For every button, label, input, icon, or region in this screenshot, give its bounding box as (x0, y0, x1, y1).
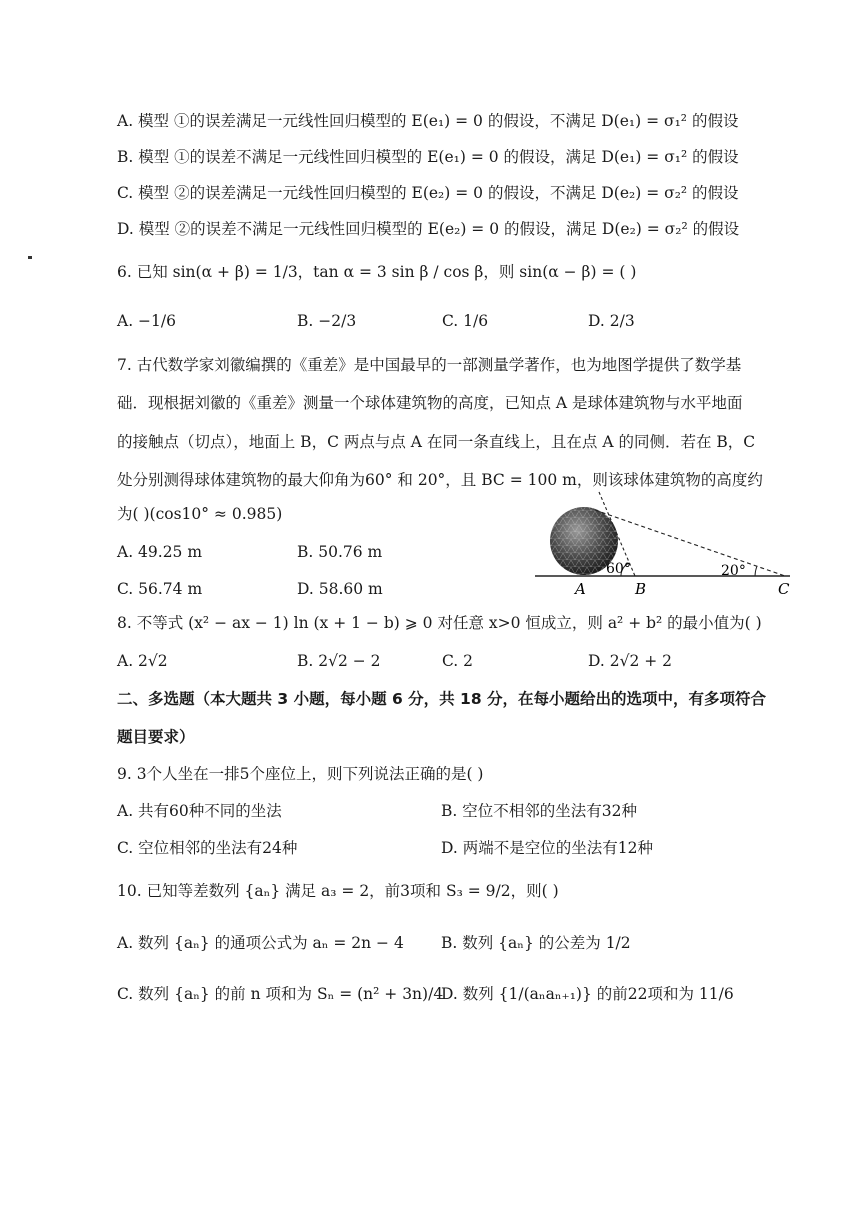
q9-option-c: C. 空位相邻的坐法有24种 (117, 839, 298, 857)
q8-option-a: A. 2√2 (117, 652, 168, 670)
label-b: B (635, 580, 647, 598)
q7-stem-line-4: 处分别测得球体建筑物的最大仰角为60° 和 20°，且 BC = 100 m，则该球体建筑物的高度约 (117, 471, 763, 489)
q9-option-d: D. 两端不是空位的坐法有12种 (441, 839, 653, 857)
q7-option-a: A. 49.25 m (117, 543, 203, 561)
q7-option-c: C. 56.74 m (117, 580, 203, 598)
q6-option-c: C. 1/6 (442, 312, 489, 330)
q8-stem: 8. 不等式 (x² − ax − 1) ln (x + 1 − b) ⩾ 0 对任意 x>0 恒成立，则 a² + b² 的最小值为( ) (117, 614, 762, 632)
q5-option-d: D. 模型 ②的误差不满足一元线性回归模型的 E(e₂) = 0 的假设，满足 D(e₂) = σ₂² 的假设 (117, 220, 740, 238)
section-2-heading: 二、多选题（本大题共 3 小题，每小题 6 分，共 18 分，在每小题给出的选项中，有多项符合 (117, 690, 767, 708)
q10-option-d: D. 数列 {1/(aₙaₙ₊₁)} 的前22项和为 11/6 (441, 985, 734, 1003)
q8-option-d: D. 2√2 + 2 (588, 652, 673, 670)
scan-mark (28, 256, 32, 259)
q7-option-d: D. 58.60 m (297, 580, 383, 598)
label-c: C (778, 580, 790, 598)
q6-option-a: A. −1/6 (117, 312, 176, 330)
q9-option-a: A. 共有60种不同的坐法 (117, 802, 282, 820)
angle-label-b: 60° (606, 561, 631, 577)
q10-option-b: B. 数列 {aₙ} 的公差为 1/2 (441, 934, 631, 952)
q10-option-a: A. 数列 {aₙ} 的通项公式为 aₙ = 2n − 4 (117, 934, 404, 952)
q7-option-b: B. 50.76 m (297, 543, 383, 561)
q6-option-d: D. 2/3 (588, 312, 635, 330)
angle-label-c: 20° (721, 563, 746, 579)
q9-stem: 9. 3个人坐在一排5个座位上，则下列说法正确的是( ) (117, 765, 484, 783)
q9-option-b: B. 空位不相邻的坐法有32种 (441, 802, 637, 820)
q7-stem-line-1: 7. 古代数学家刘徽编撰的《重差》是中国最早的一部测量学著作，也为地图学提供了数学基 (117, 356, 742, 374)
q8-option-b: B. 2√2 − 2 (297, 652, 381, 670)
q6-option-b: B. −2/3 (297, 312, 357, 330)
q7-stem-line-5: 为( )(cos10° ≈ 0.985) (117, 505, 283, 523)
q7-stem-line-3: 的接触点（切点），地面上 B，C 两点与点 A 在同一条直线上，且在点 A 的同侧．若在 B，C (117, 433, 756, 451)
q5-option-c: C. 模型 ②的误差满足一元线性回归模型的 E(e₂) = 0 的假设，不满足 D(e₂) = σ₂² 的假设 (117, 184, 739, 202)
section-2-heading-cont: 题目要求） (117, 728, 195, 746)
q5-option-a: A. 模型 ①的误差满足一元线性回归模型的 E(e₁) = 0 的假设，不满足 D(e₁) = σ₁² 的假设 (117, 112, 739, 130)
q10-option-c: C. 数列 {aₙ} 的前 n 项和为 Sₙ = (n² + 3n)/4 (117, 985, 444, 1003)
q8-option-c: C. 2 (442, 652, 474, 670)
q10-stem: 10. 已知等差数列 {aₙ} 满足 a₃ = 2，前3项和 S₃ = 9/2，则( ) (117, 882, 559, 900)
q7-stem-line-2: 础．现根据刘徽的《重差》测量一个球体建筑物的高度，已知点 A 是球体建筑物与水平地面 (117, 394, 743, 412)
sphere-building-figure (535, 490, 795, 600)
q5-option-b: B. 模型 ①的误差不满足一元线性回归模型的 E(e₁) = 0 的假设，满足 D(e₁) = σ₁² 的假设 (117, 148, 739, 166)
label-a: A (575, 580, 586, 598)
q6-stem: 6. 已知 sin(α + β) = 1/3，tan α = 3 sin β / cos β，则 sin(α − β) = ( ) (117, 263, 637, 281)
